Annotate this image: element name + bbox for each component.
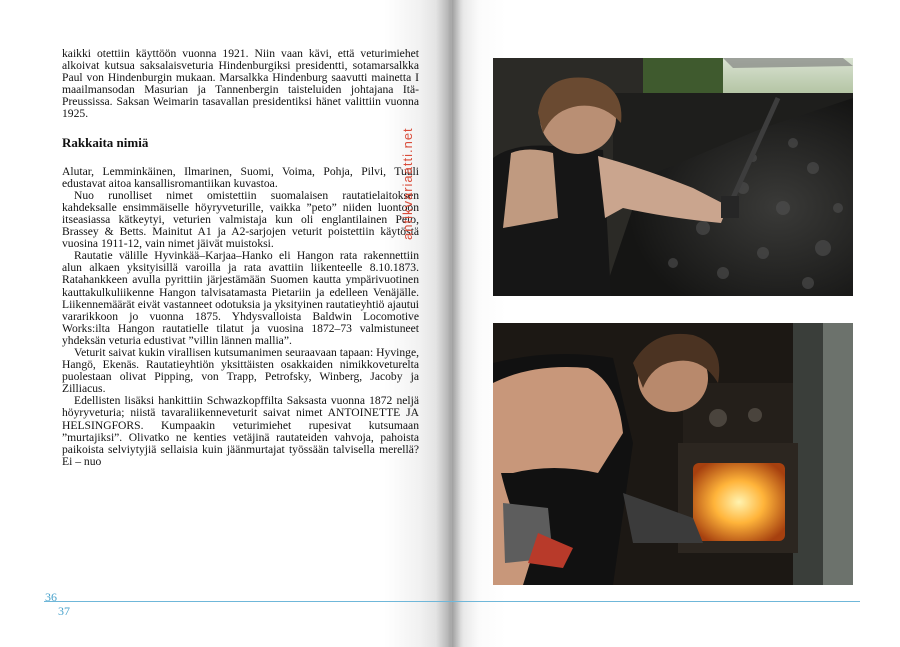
watermark-text: antikvariaatti.net <box>400 127 415 240</box>
page-number-right: 37 <box>58 604 70 618</box>
worker-stoking-firebox-photo <box>493 323 853 585</box>
paragraph-5: Edellisten lisäksi hankittiin Schwazkopffilta Saksasta vuonna 1872 neljä höyryveturia; niistä tavaraliikenneveturit saivat nimet ANTOINETTE JA HELSINGFORS. Kumpaakin veturimiehet rupesivat kutsumaan ”murtajiksi”. Olivatko ne kenties vetäjinä rautateiden vahvoja, pahoista paikoista selviytyjiä sellaisia kuin jäänmurtajat työssään talvisella merellä? Ei – nuo <box>62 394 419 468</box>
section-heading: Rakkaita nimiä <box>62 134 149 150</box>
paragraph-opening: kaikki otettiin käyttöön vuonna 1921. Niin vaan kävi, että veturimiehet alkoivat kutsua saksalaisveturia Hindenburgiksi presidentti, sotamarsalkka Paul von Hindenburgin mukaan. Marsalkka Hindenburg saavutti mainetta I maailmansodan Masurian ja Tannenbergin taisteluiden johtajana Itä-Preussissa. Saksan Weimarin tasavallan presidentiksi hänet valittiin vuonna 1925. <box>62 47 419 121</box>
paragraph-2: Nuo runolliset nimet omistettiin suomalaisen rautatielaitoksen kahdeksalle ensimmäiselle höyryveturille, vaikka ”peto” niiden luontoon itseasiassa kätkeytyi, veturien valmistaja kun oli englantilainen Peto, Brassey & Betts. Mainitut A1 ja A2-sarjojen veturit poistettiin käytöstä vuosina 1911-12, vain nimet jäivät muistoksi. <box>62 188 419 251</box>
gutter-shadow <box>436 0 464 647</box>
page-number-left: 36 <box>45 590 57 604</box>
folio-rule <box>44 601 860 602</box>
body-text-column <box>62 48 419 468</box>
paragraph-3: Rautatie välille Hyvinkää–Karjaa–Hanko eli Hangon rata rakennettiin alun alkaen yksityisillä varoilla ja rata avattiin liikenteelle 8.10.1873. Ratahankkeen avulla pyrittiin järjestämään Suomen kautta ympärivuotinen kauttakulkuliikenne Hangon talvisatamasta Pietariin ja edelleen Venäjälle. Liikennemäärät eivät vastanneet odotuksia ja yksityinen rautatieyhtiö ajautui vararikkoon jo vuonna 1875. Yhdysvalloista Baldwin Locomotive Works:ilta Hangon rautatielle tilatut ja vuosina 1872–73 valmistuneet yhdeksän veturia edustivat ”villin lännen mallia”. <box>62 249 419 347</box>
paragraph-4: Veturit saivat kukin virallisen kutsumanimen seuraavaan tapaan: Hyvinge, Hangö, Ekenäs. Rautatieyhtiön yksittäisten osakkaiden nimikkoveturelta puolestaan olivat Pipping, von Trapp, Petrofsky, Winberg, Jacoby ja Zilliacus. <box>62 345 419 396</box>
worker-shoveling-coal-photo <box>493 58 853 296</box>
paragraph-1: Alutar, Lemminkäinen, Ilmarinen, Suomi, Voima, Pohja, Pilvi, Tuuli edustavat aitoa kansallisromantiikan kuvastoa. <box>62 164 419 190</box>
